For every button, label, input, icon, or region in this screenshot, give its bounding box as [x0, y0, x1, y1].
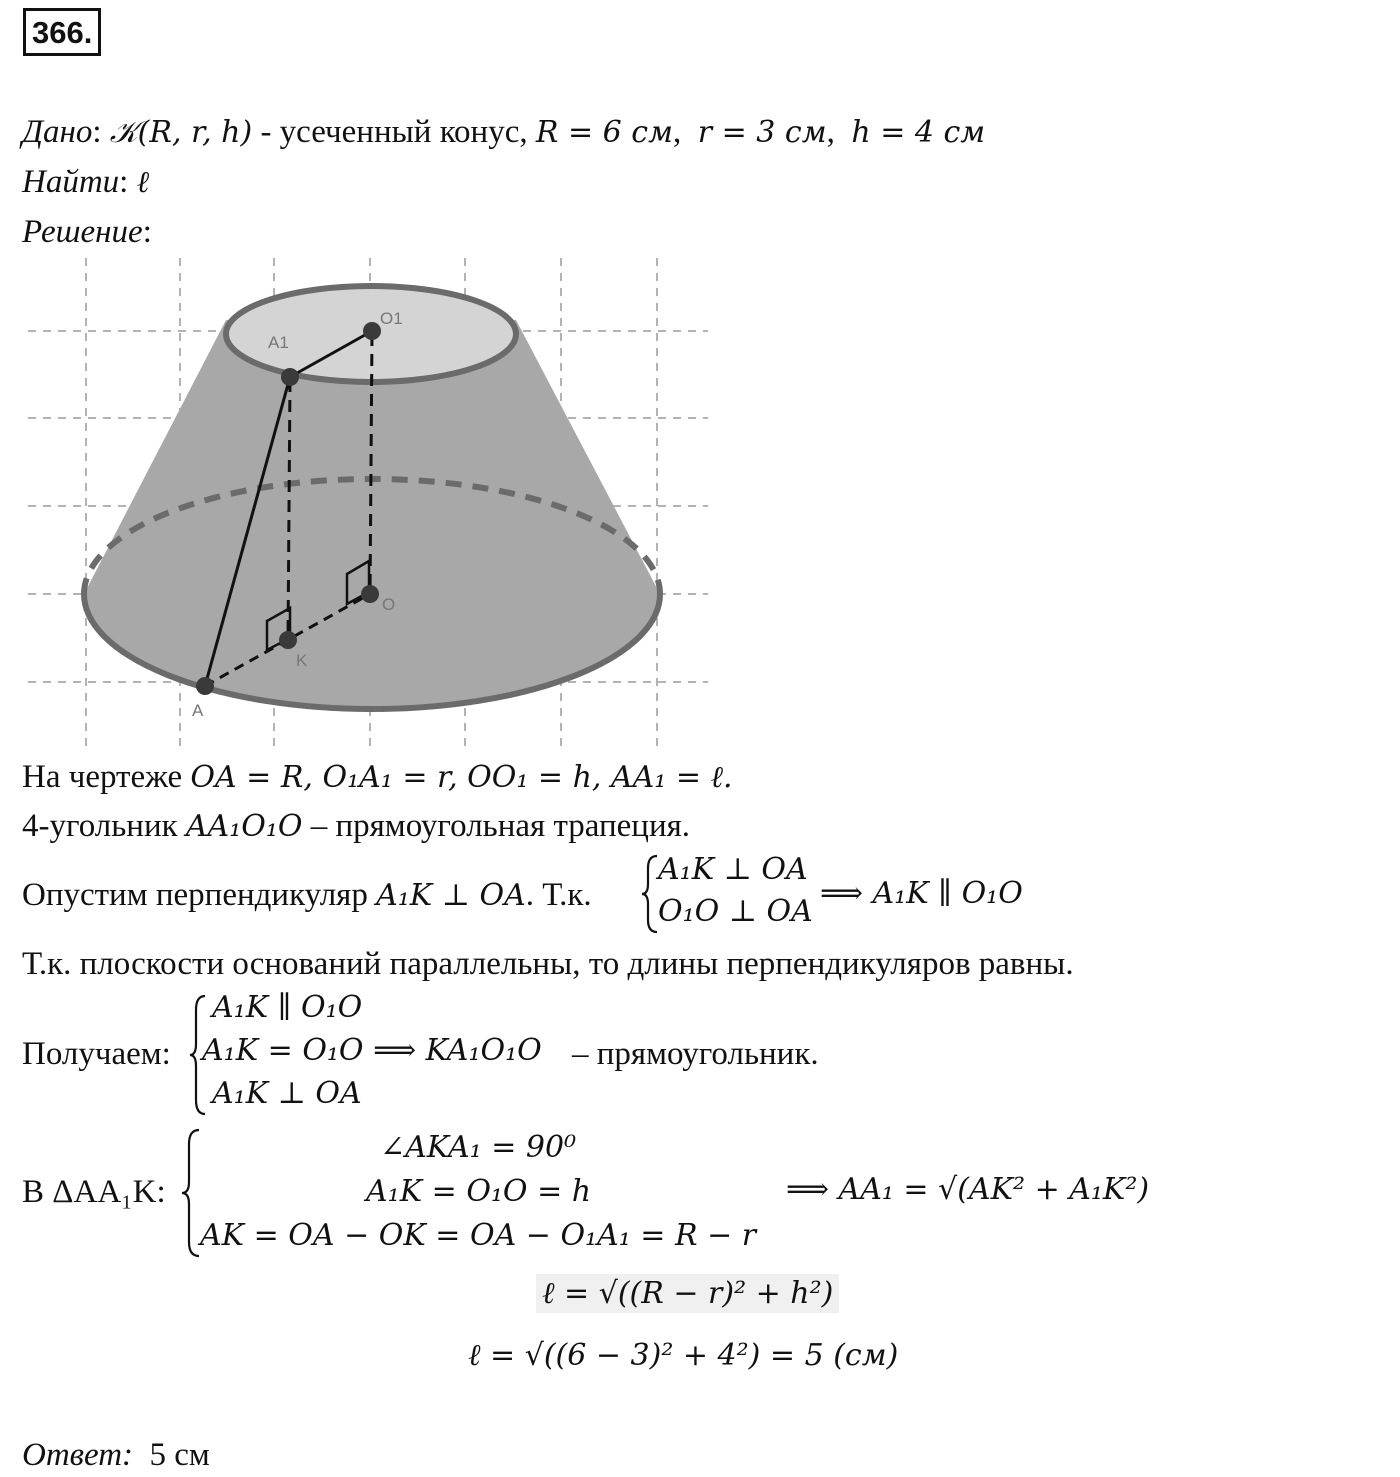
given-label: Дано — [22, 114, 93, 150]
answer-line — [22, 1435, 210, 1475]
answer-value: 5 см — [149, 1437, 210, 1473]
text-on-drawing: На чертеже — [22, 759, 191, 795]
point-K — [279, 631, 297, 649]
triangle-label: В ΔAA₁K: — [22, 1174, 166, 1210]
label-O: O — [382, 595, 396, 614]
perp-tk: . Т.к. — [525, 877, 592, 913]
find-label: Найти — [22, 164, 120, 200]
find-line: Найти: ℓ — [22, 164, 150, 200]
perp-prefix: Опустим перпендикуляр — [22, 877, 377, 913]
system-2-row-1: A₁K ∥ O₁O — [212, 990, 363, 1025]
system-1-row-1: A₁K ⊥ OA — [658, 852, 808, 887]
given-line: Дано: 𝒦(R, r, h) - усеченный конус, R = 6 см, r = 3 см, h = 4 см — [22, 114, 986, 150]
given-text: - усеченный конус, — [252, 114, 536, 150]
system-3-row-3: AK = OA − OK = OA − O₁A₁ = R − r — [200, 1218, 757, 1253]
perp-math: A₁K ⊥ OA — [376, 878, 526, 913]
quad-suffix: – прямоугольная трапеция. — [302, 808, 691, 844]
point-O — [361, 585, 379, 603]
system-2-row-2: A₁K = O₁O ⟹ KA₁O₁O — [202, 1033, 542, 1068]
given-h: h = 4 см — [851, 115, 986, 150]
solution-line: Решение: — [22, 214, 152, 250]
formula-general: ℓ = √((R − r)² + h²) — [536, 1274, 839, 1313]
formula-numeric: ℓ = √((6 − 3)² + 4²) = 5 (см) — [468, 1338, 899, 1373]
system-2-row-3: A₁K ⊥ OA — [212, 1076, 362, 1111]
label-K: K — [296, 651, 308, 670]
answer-label: Ответ: — [22, 1437, 134, 1473]
solution-label: Решение — [22, 214, 143, 250]
system-1-result: ⟹ A₁K ∥ O₁O — [820, 876, 1023, 911]
point-O1 — [363, 322, 381, 340]
solution-line-1 — [22, 757, 733, 798]
quad-prefix: 4-угольник — [22, 808, 186, 844]
system-3-result: ⟹ AA₁ = √(AK² + A₁K²) — [786, 1172, 1150, 1207]
brace-3 — [180, 1128, 202, 1260]
label-O1: O1 — [380, 309, 403, 328]
label-A1: A1 — [268, 333, 289, 352]
solution-line-2 — [22, 806, 690, 847]
quad-name: AA₁O₁O — [185, 809, 303, 844]
point-A1 — [281, 368, 299, 386]
math-notation: OA = R, O₁A₁ = r, OO₁ = h, AA₁ = ℓ. — [190, 760, 733, 795]
solution-line-4: Т.к. плоскости оснований параллельны, то длины перпендикуляров равны. — [22, 946, 1074, 982]
problem-number: 366. — [23, 8, 101, 56]
brace-1 — [640, 854, 660, 934]
label-A: A — [192, 701, 204, 720]
find-symbol: ℓ — [136, 165, 150, 200]
system-1-row-2: O₁O ⊥ OA — [658, 894, 813, 929]
system-3-row-2: A₁K = O₁O = h — [366, 1174, 592, 1209]
solution-line-5-prefix: Получаем: — [22, 1036, 171, 1072]
given-R: R = 6 см — [535, 115, 673, 150]
system-3-row-1: ∠AKA₁ = 90⁰ — [380, 1130, 577, 1165]
given-math: 𝒦(R, r, h) — [109, 115, 253, 150]
point-A — [196, 677, 214, 695]
truncated-cone-figure — [20, 250, 720, 750]
solution-line-3 — [22, 875, 592, 916]
given-r: r = 3 см — [697, 115, 827, 150]
solution-line-5-suffix: – прямоугольник. — [572, 1036, 819, 1072]
